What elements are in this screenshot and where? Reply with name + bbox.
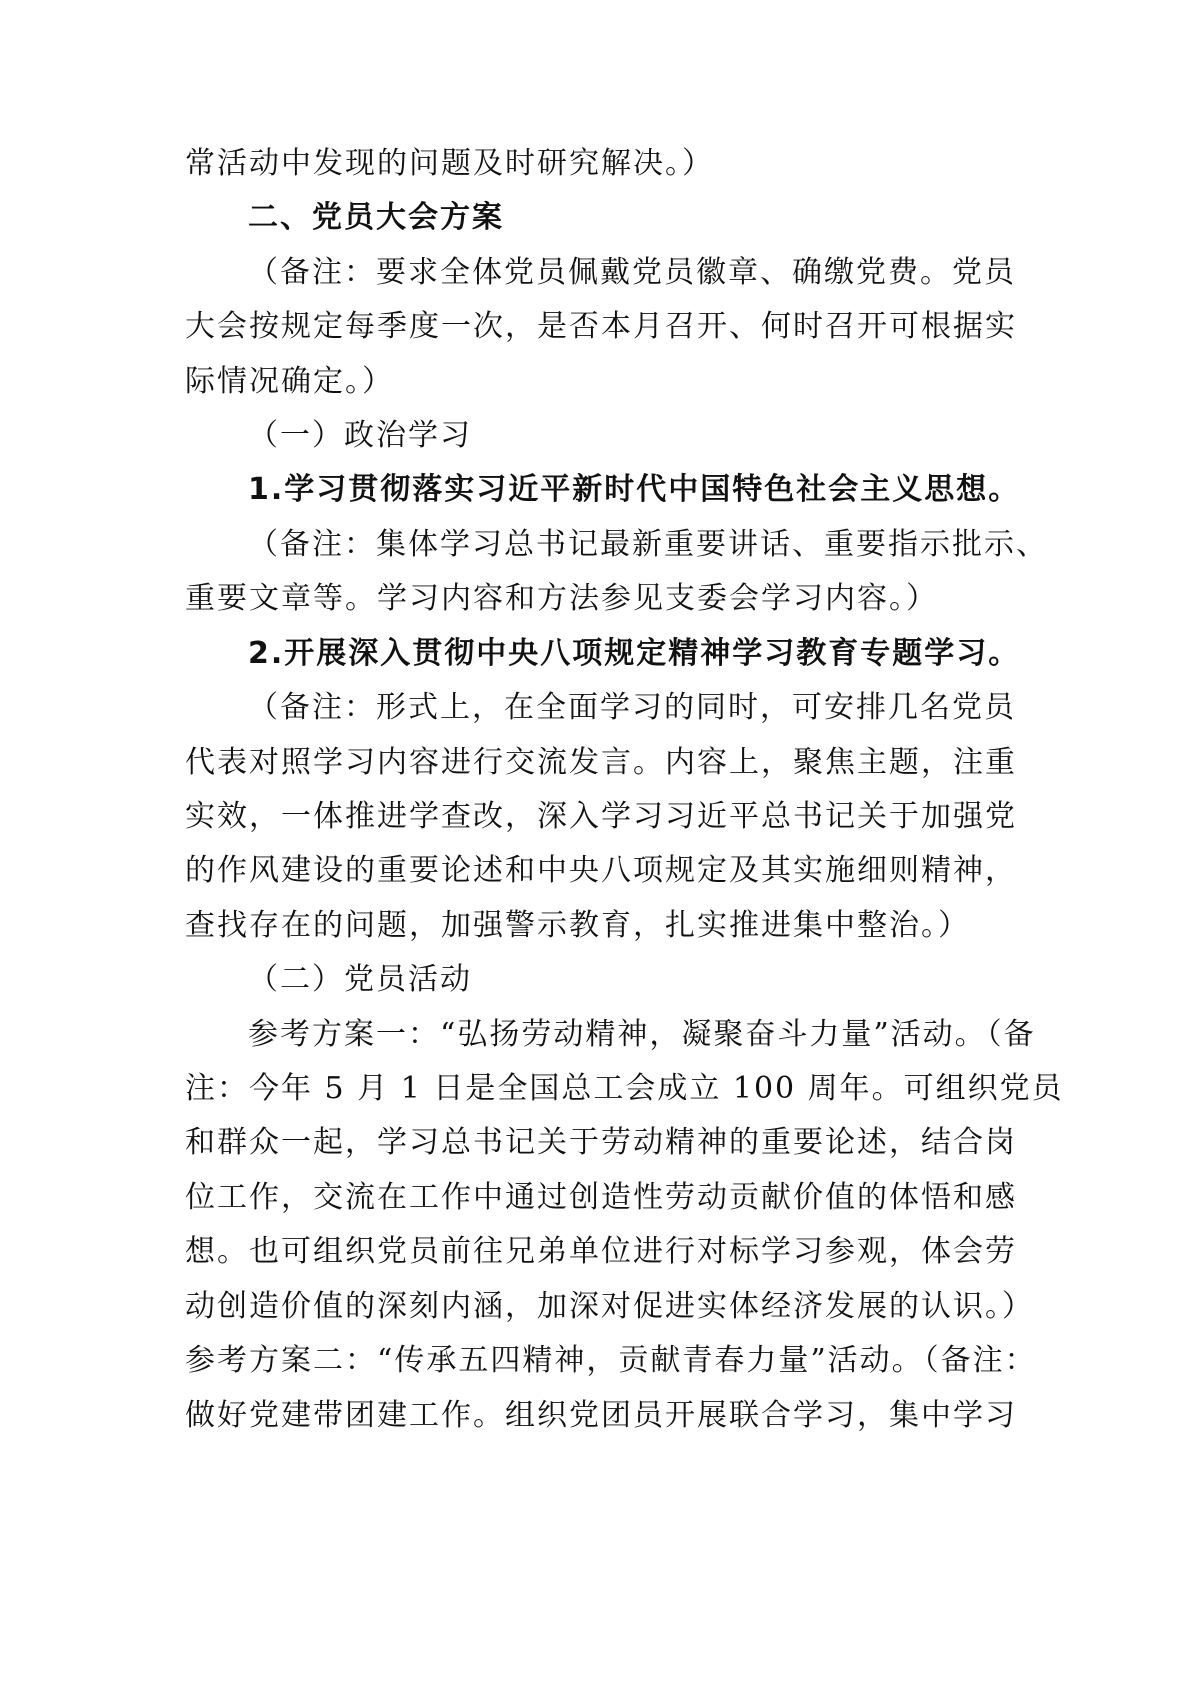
body-text-line: 动创造价值的深刻内涵，加深对促进实体经济发展的认识。） bbox=[185, 1289, 1034, 1324]
note-line: 实效，一体推进学查改，深入学习习近平总书记关于加强党 bbox=[185, 799, 1017, 834]
item-heading: 2.开展深入贯彻中央八项规定精神学习教育专题学习。 bbox=[248, 636, 1021, 671]
subsection-heading: （一）政治学习 bbox=[248, 418, 472, 453]
note-line: （备注：要求全体党员佩戴党员徽章、确缴党费。党员 bbox=[248, 255, 1016, 290]
body-text-line: 常活动中发现的问题及时研究解决。） bbox=[185, 146, 714, 181]
note-line: 重要文章等。学习内容和方法参见支委会学习内容。） bbox=[185, 581, 938, 616]
body-text-line: 注：今年 5 月 1 日是全国总工会成立 100 周年。可组织党员 bbox=[185, 1071, 1064, 1106]
item-heading: 1.学习贯彻落实习近平新时代中国特色社会主义思想。 bbox=[248, 472, 1021, 507]
body-text-line: 和群众一起，学习总书记关于劳动精神的重要论述，结合岗 bbox=[185, 1125, 1017, 1160]
subsection-heading: （二）党员活动 bbox=[248, 962, 472, 997]
note-line: 际情况确定。） bbox=[185, 364, 394, 399]
body-text-line: 参考方案一：“弘扬劳动精神，凝聚奋斗力量”活动。（备 bbox=[248, 1017, 1036, 1052]
section-heading: 二、党员大会方案 bbox=[248, 200, 504, 235]
note-line: （备注：形式上，在全面学习的同时，可安排几名党员 bbox=[248, 690, 1016, 725]
body-text-line: 做好党建带团建工作。组织党团员开展联合学习，集中学习 bbox=[185, 1398, 1017, 1433]
body-text-line: 参考方案二：“传承五四精神，贡献青春力量”活动。（备注： bbox=[185, 1343, 1037, 1378]
note-line: （备注：集体学习总书记最新重要讲话、重要指示批示、 bbox=[248, 527, 1048, 562]
note-line: 的作风建设的重要论述和中央八项规定及其实施细则精神， bbox=[185, 853, 1017, 888]
body-text-line: 位工作，交流在工作中通过创造性劳动贡献价值的体悟和感 bbox=[185, 1180, 1017, 1215]
body-text-line: 想。也可组织党员前往兄弟单位进行对标学习参观，体会劳 bbox=[185, 1234, 1017, 1269]
note-line: 查找存在的问题，加强警示教育，扎实推进集中整治。） bbox=[185, 908, 970, 943]
note-line: 大会按规定每季度一次，是否本月召开、何时召开可根据实 bbox=[185, 309, 1017, 344]
note-line: 代表对照学习内容进行交流发言。内容上，聚焦主题，注重 bbox=[185, 745, 1017, 780]
